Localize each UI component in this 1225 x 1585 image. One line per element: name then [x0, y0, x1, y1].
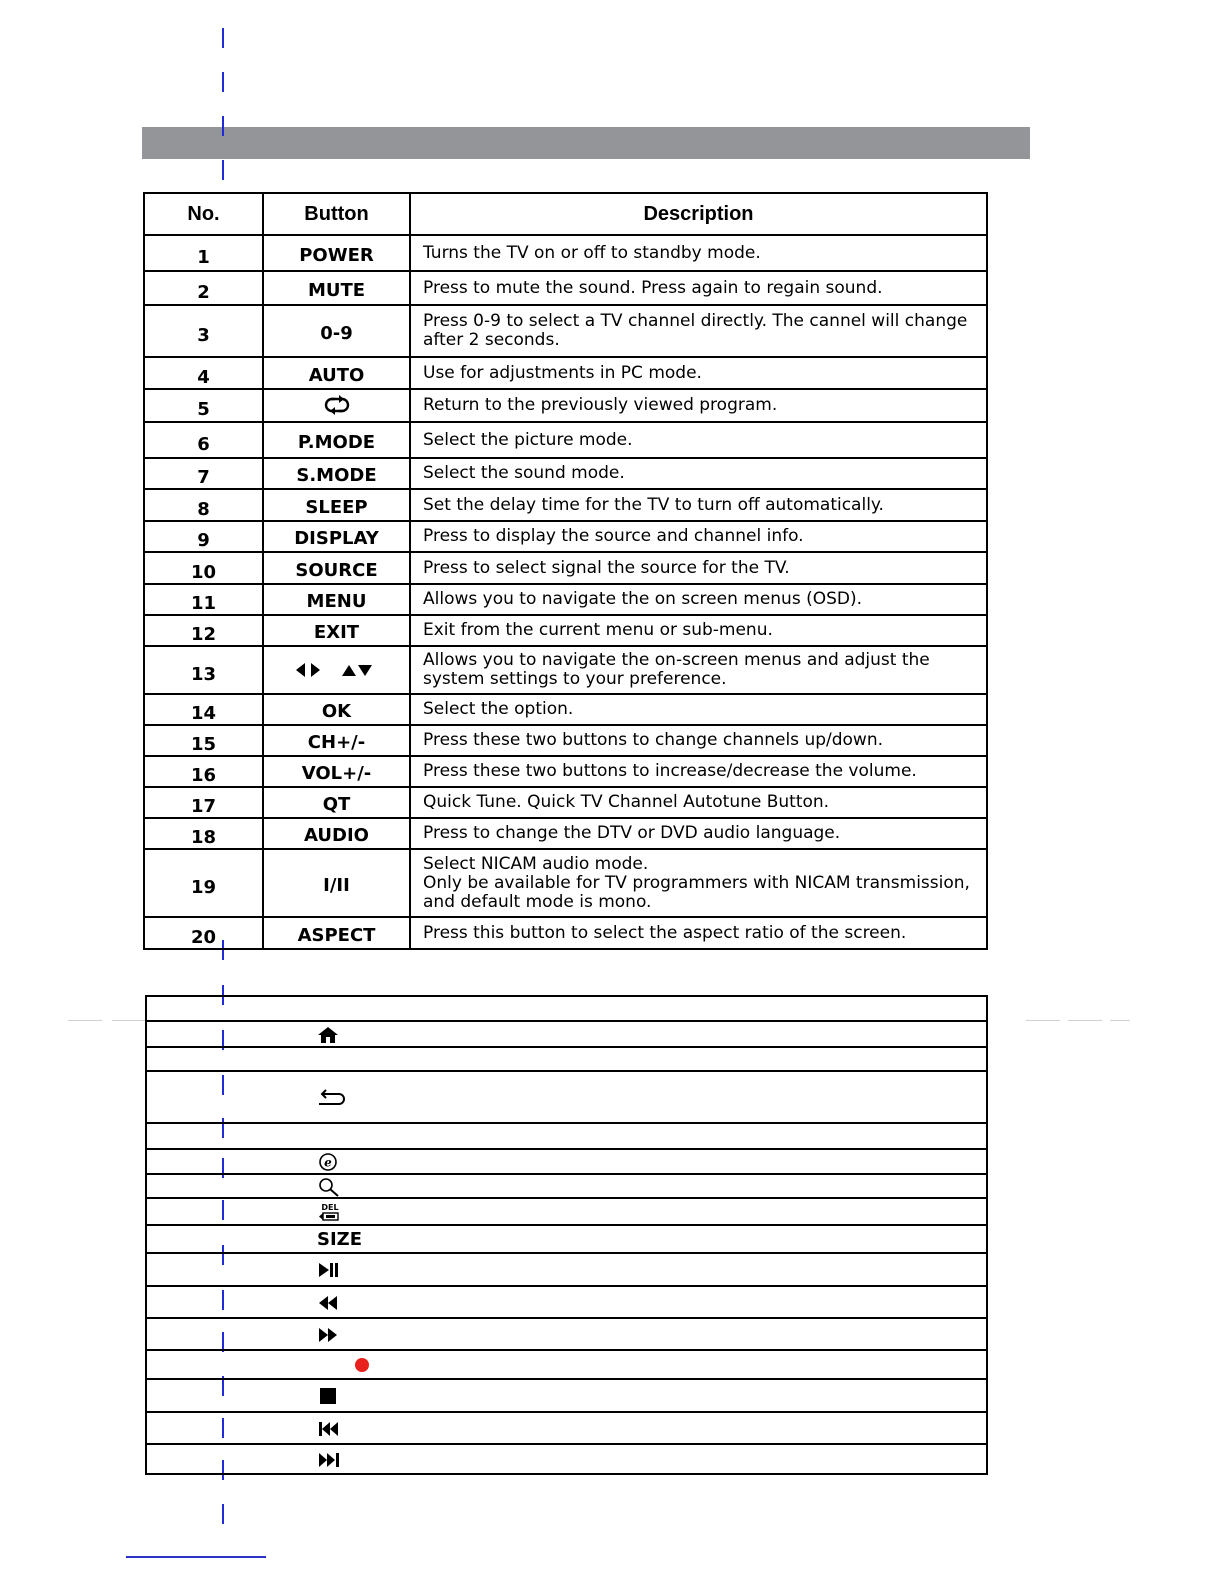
button-name: 0-9 — [263, 305, 410, 357]
row-number: 1 — [144, 235, 263, 271]
row-number: 19 — [144, 849, 263, 917]
crop-dash — [1068, 1020, 1102, 1021]
row-number: 5 — [144, 389, 263, 422]
recall-icon — [322, 394, 352, 416]
table-row — [146, 1286, 987, 1318]
footer-underline — [126, 1556, 266, 1558]
row-number: 10 — [144, 552, 263, 584]
empty-cell — [146, 1047, 987, 1071]
table-row — [144, 552, 987, 584]
delete-icon-label: DEL — [321, 1202, 339, 1212]
table-row — [144, 458, 987, 489]
button-description: Press to mute the sound. Press again to regain sound. — [410, 271, 987, 305]
table-row — [144, 521, 987, 552]
button-icon-cell — [263, 646, 410, 694]
button-description-table — [143, 192, 988, 950]
table-row — [144, 818, 987, 849]
button-description: Press 0-9 to select a TV channel directly. The cannel will change after 2 seconds. — [410, 305, 987, 357]
header-description: Description — [410, 193, 987, 235]
button-description: Press to change the DTV or DVD audio language. — [410, 818, 987, 849]
delete-icon — [317, 1201, 341, 1223]
table-row — [144, 235, 987, 271]
table-row — [146, 1047, 987, 1071]
button-description: Turns the TV on or off to standby mode. — [410, 235, 987, 271]
table-row — [146, 1071, 987, 1123]
search-icon — [317, 1177, 341, 1197]
row-number: 18 — [144, 818, 263, 849]
button-description: Press to select signal the source for the TV. — [410, 552, 987, 584]
row-number: 11 — [144, 584, 263, 615]
button-description: Select the option. — [410, 694, 987, 725]
table-row — [144, 756, 987, 787]
button-description: Select NICAM audio mode. Only be available for TV programmers with NICAM transmission, and default mode is mono. — [410, 849, 987, 917]
table-row — [146, 1379, 987, 1412]
table-row — [144, 787, 987, 818]
previous-icon — [317, 1420, 341, 1438]
table-row — [146, 1123, 987, 1149]
row-number: 13 — [144, 646, 263, 694]
row-number: 8 — [144, 489, 263, 521]
section-header-band — [142, 127, 1030, 159]
button-description: Allows you to navigate the on-screen menus and adjust the system settings to your preference. — [410, 646, 987, 694]
button-name: EXIT — [263, 615, 410, 646]
table-row — [146, 1198, 987, 1225]
row-number: 3 — [144, 305, 263, 357]
button-name: DISPLAY — [263, 521, 410, 552]
cut-mark — [222, 116, 224, 136]
crop-dash — [1026, 1020, 1060, 1021]
button-name: SOURCE — [263, 552, 410, 584]
button-icon-cell — [263, 389, 410, 422]
table-row — [144, 305, 987, 357]
button-name: AUTO — [263, 357, 410, 389]
cut-mark — [222, 28, 224, 48]
button-description: Allows you to navigate the on screen menus (OSD). — [410, 584, 987, 615]
row-number: 6 — [144, 422, 263, 458]
button-description: Return to the previously viewed program. — [410, 389, 987, 422]
button-name: MENU — [263, 584, 410, 615]
row-number: 16 — [144, 756, 263, 787]
button-description: Exit from the current menu or sub-menu. — [410, 615, 987, 646]
rewind-icon — [317, 1294, 339, 1312]
row-number: 20 — [144, 917, 263, 949]
cut-mark — [222, 72, 224, 92]
table-row — [144, 271, 987, 305]
size-button-label: SIZE — [146, 1225, 987, 1253]
svg-text:e: e — [324, 1155, 332, 1170]
header-no: No. — [144, 193, 263, 235]
row-number: 14 — [144, 694, 263, 725]
row-number: 2 — [144, 271, 263, 305]
table-row — [146, 1350, 987, 1379]
table-row — [146, 1318, 987, 1350]
button-description: Select the sound mode. — [410, 458, 987, 489]
row-number: 17 — [144, 787, 263, 818]
table-row — [144, 646, 987, 694]
table-row — [146, 1412, 987, 1444]
table-row — [146, 1444, 987, 1474]
button-name: S.MODE — [263, 458, 410, 489]
table-row — [146, 996, 987, 1021]
button-name: QT — [263, 787, 410, 818]
play-pause-icon — [317, 1261, 339, 1279]
button-name: AUDIO — [263, 818, 410, 849]
table-row — [146, 1021, 987, 1047]
media-button-table — [145, 995, 988, 1475]
table-row — [144, 422, 987, 458]
empty-cell — [146, 1123, 987, 1149]
row-number: 15 — [144, 725, 263, 756]
button-name: CH+/- — [263, 725, 410, 756]
cut-mark — [222, 1504, 224, 1524]
row-number: 4 — [144, 357, 263, 389]
table-row — [144, 725, 987, 756]
arrow-keys-icon — [292, 660, 382, 680]
button-name: ASPECT — [263, 917, 410, 949]
button-name: P.MODE — [263, 422, 410, 458]
table-row — [144, 694, 987, 725]
button-name: POWER — [263, 235, 410, 271]
table-row — [146, 1174, 987, 1198]
crop-dash — [1110, 1020, 1130, 1021]
table-row — [144, 389, 987, 422]
row-number: 9 — [144, 521, 263, 552]
home-icon — [317, 1026, 339, 1044]
button-description: Press these two buttons to change channels up/down. — [410, 725, 987, 756]
empty-cell — [146, 996, 987, 1021]
button-description: Press to display the source and channel info. — [410, 521, 987, 552]
button-name: OK — [263, 694, 410, 725]
button-name: VOL+/- — [263, 756, 410, 787]
table-row — [146, 1253, 987, 1286]
button-name: SLEEP — [263, 489, 410, 521]
button-description: Set the delay time for the TV to turn off automatically. — [410, 489, 987, 521]
table-row — [144, 584, 987, 615]
back-icon — [317, 1088, 347, 1108]
crop-dash — [68, 1020, 102, 1021]
button-description: Quick Tune. Quick TV Channel Autotune Button. — [410, 787, 987, 818]
table-row — [144, 849, 987, 917]
table-row — [146, 1225, 987, 1253]
crop-dash — [112, 1020, 146, 1021]
record-icon — [353, 1356, 371, 1374]
cut-mark — [222, 160, 224, 180]
button-description: Press these two buttons to increase/decrease the volume. — [410, 756, 987, 787]
table-row — [144, 917, 987, 949]
header-button: Button — [263, 193, 410, 235]
button-name: I/II — [263, 849, 410, 917]
button-description: Press this button to select the aspect ratio of the screen. — [410, 917, 987, 949]
row-number: 12 — [144, 615, 263, 646]
button-description: Use for adjustments in PC mode. — [410, 357, 987, 389]
table-row — [144, 489, 987, 521]
button-name: MUTE — [263, 271, 410, 305]
table-row — [146, 1149, 987, 1174]
fast-forward-icon — [317, 1326, 339, 1344]
row-number: 7 — [144, 458, 263, 489]
button-description: Select the picture mode. — [410, 422, 987, 458]
stop-icon — [317, 1387, 339, 1405]
internet-icon — [317, 1152, 339, 1172]
table-row — [144, 357, 987, 389]
table-row — [144, 615, 987, 646]
next-icon — [317, 1451, 341, 1469]
